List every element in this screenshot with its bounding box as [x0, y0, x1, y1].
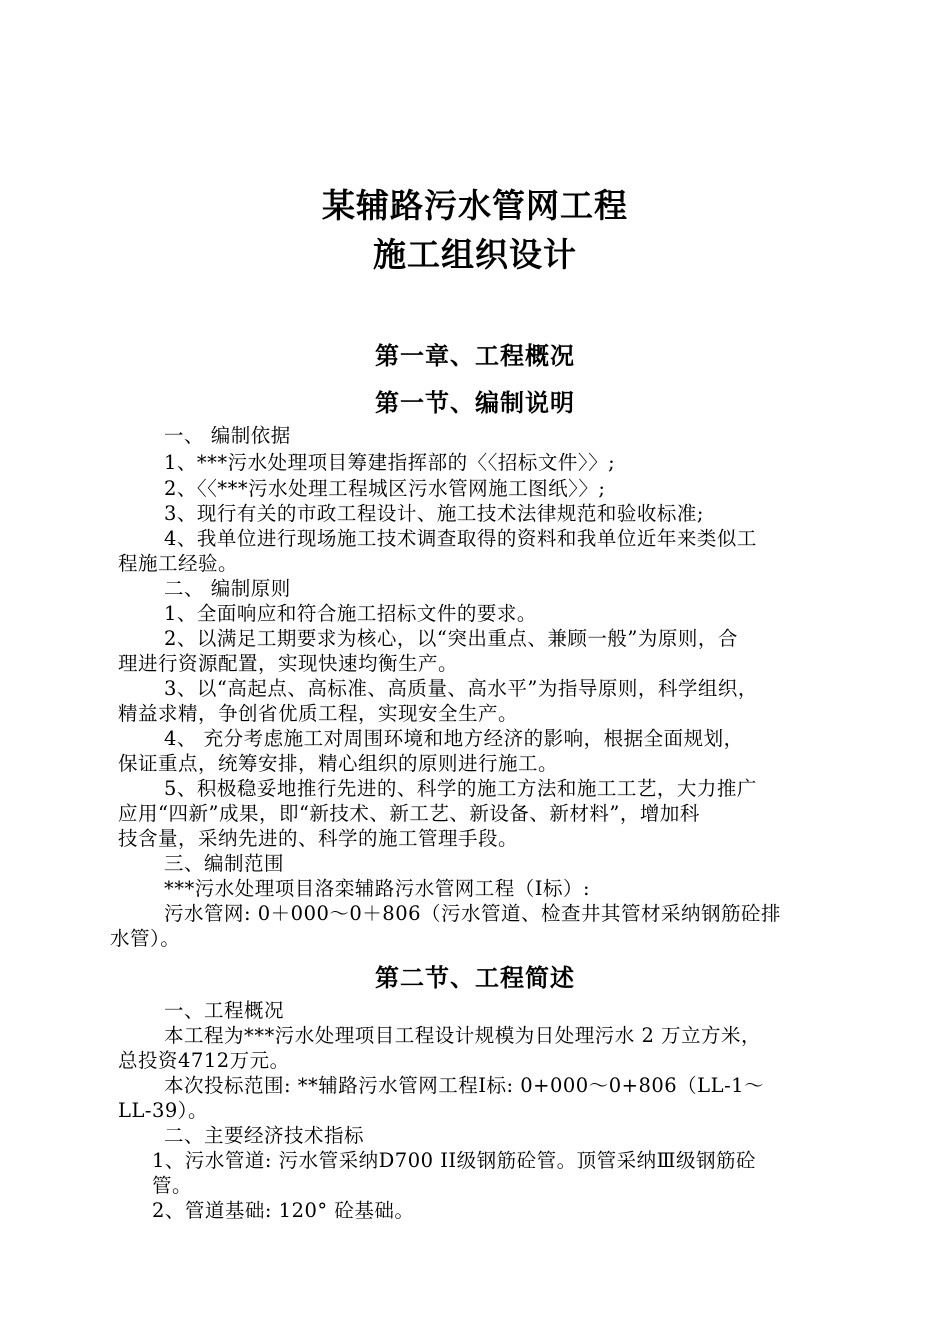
document-title-line1: 某辅路污水管网工程 — [322, 186, 628, 225]
paragraph-line: 一、 编制依据 — [164, 424, 291, 447]
paragraph-line: LL-39）。 — [118, 1099, 209, 1122]
paragraph-line: 污水管网: 0＋000～0＋806（污水管道、检查井其管材采纳钢筋砼排 — [164, 902, 782, 925]
paragraph-line: 3、现行有关的市政工程设计、施工技术法律规范和验收标准; — [164, 502, 704, 525]
paragraph-line: 保证重点，统筹安排，精心组织的原则进行施工。 — [118, 752, 559, 775]
paragraph-line: 应用“四新”成果，即“新技术、新工艺、新设备、新材料”，增加科 — [118, 802, 700, 825]
paragraph-line: ***污水处理项目洛栾辅路污水管网工程（Ⅰ标）: — [164, 877, 591, 900]
section-heading-1: 第一节、编制说明 — [375, 389, 575, 417]
paragraph-line: 4、我单位进行现场施工技术调查取得的资料和我单位近年来类似工 — [164, 527, 757, 550]
paragraph-line: 理进行资源配置，实现快速均衡生产。 — [118, 652, 459, 675]
paragraph-line: 三、编制范围 — [164, 852, 285, 875]
paragraph-line: 2、以满足工期要求为核心，以“突出重点、兼顾一般”为原则，合 — [164, 627, 738, 650]
paragraph-line: 精益求精，争创省优质工程，实现安全生产。 — [118, 702, 519, 725]
paragraph-line: 本次投标范围: **辅路污水管网工程Ⅰ标: 0+000～0+806（LL-1～ — [164, 1074, 765, 1097]
document-title-line2: 施工组织设计 — [373, 235, 577, 274]
paragraph-line: 4、 充分考虑施工对周围环境和地方经济的影响，根据全面规划， — [164, 727, 744, 750]
paragraph-line: 技含量，采纳先进的、科学的施工管理手段。 — [118, 827, 519, 850]
paragraph-line: 总投资4712万元。 — [118, 1049, 290, 1072]
paragraph-line: 二、主要经济技术指标 — [164, 1124, 365, 1147]
chapter-heading: 第一章、工程概况 — [375, 342, 575, 370]
section-heading-2: 第二节、工程简述 — [375, 964, 575, 992]
paragraph-line: 1、污水管道: 污水管采纳D700 II级钢筋砼管。顶管采纳Ⅲ级钢筋砼 — [152, 1149, 756, 1172]
paragraph-line: 5、积极稳妥地推行先进的、科学的施工方法和施工工艺，大力推广 — [164, 777, 757, 800]
paragraph-line: 水管）。 — [110, 927, 181, 950]
paragraph-line: 管。 — [152, 1174, 193, 1197]
paragraph-line: 本工程为***污水处理项目工程设计规模为日处理污水 2 万立方米， — [164, 1024, 762, 1047]
paragraph-line: 1、***污水处理项目筹建指挥部的〈〈招标文件〉〉; — [164, 451, 616, 474]
paragraph-line: 2、〈〈***污水处理工程城区污水管网施工图纸〉〉; — [164, 477, 606, 500]
paragraph-line: 一、工程概况 — [164, 999, 285, 1022]
paragraph-line: 二、 编制原则 — [164, 577, 291, 600]
paragraph-line: 3、以“高起点、高标准、高质量、高水平”为指导原则，科学组织， — [164, 677, 758, 700]
paragraph-line: 1、全面响应和符合施工招标文件的要求。 — [164, 602, 537, 625]
paragraph-line: 程施工经验。 — [118, 552, 239, 575]
paragraph-line: 2、管道基础: 120° 砼基础。 — [152, 1199, 415, 1222]
